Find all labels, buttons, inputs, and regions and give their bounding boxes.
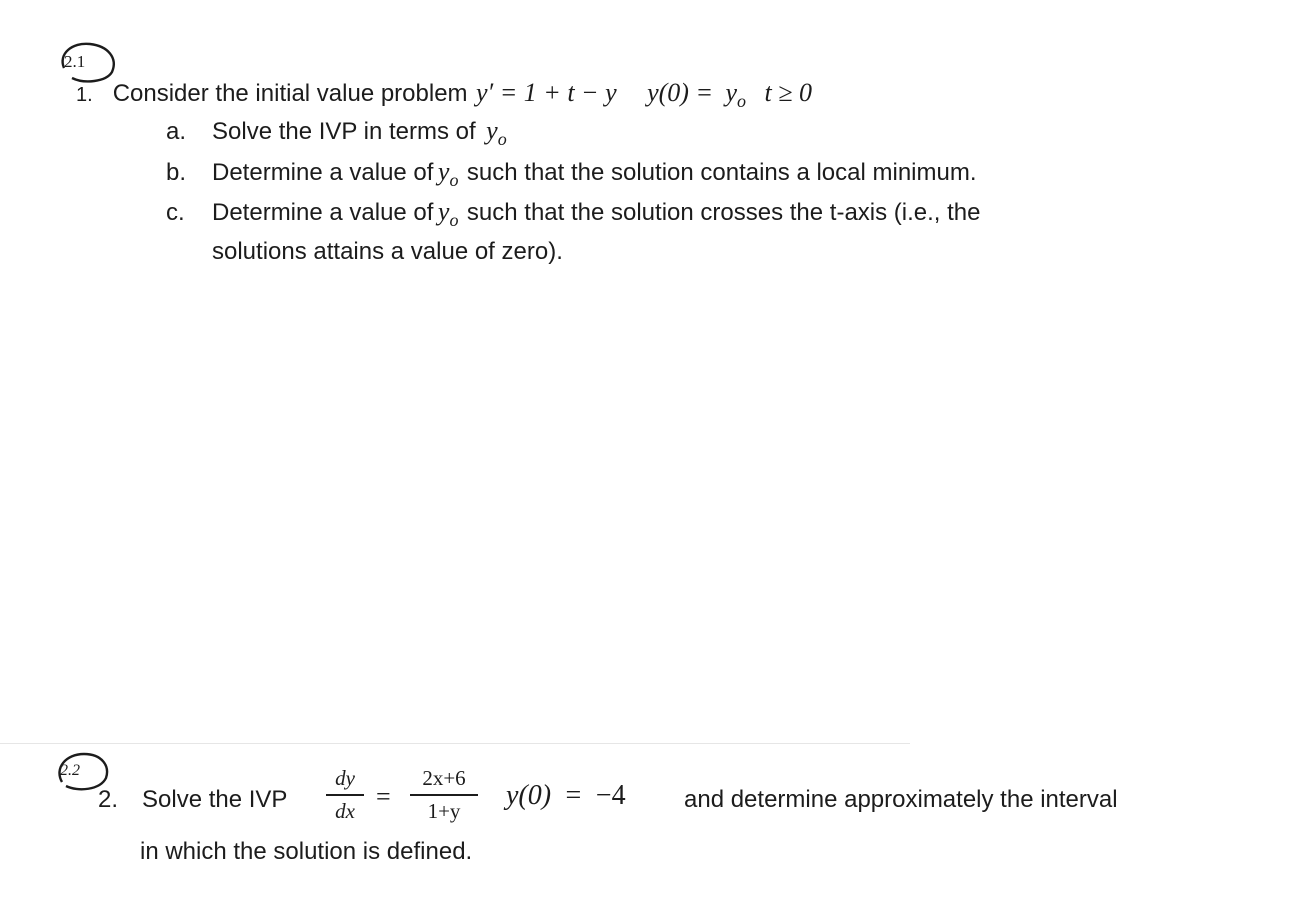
fraction-dx: dx	[335, 799, 355, 823]
part-b-label: b.	[166, 159, 187, 186]
fraction-1-plus-y: 1+y	[427, 799, 461, 823]
fraction-2x-plus-6: 2x+6	[422, 766, 466, 790]
problem-1-domain: t ≥ 0	[764, 78, 812, 107]
part-b-var: $y_o$	[437, 157, 459, 190]
part-c-var: $y_o$	[437, 197, 459, 230]
problem-1-statement	[76, 78, 812, 112]
margin-note-label-1: 2.1	[64, 52, 86, 71]
part-c-continuation: solutions attains a value of zero).	[212, 238, 563, 265]
problem-1-ic-var: $y_o$	[725, 78, 746, 111]
problem-1-part-b	[166, 157, 977, 191]
problem-1-number: 1.	[76, 84, 93, 106]
fraction-rhs	[410, 766, 478, 824]
fraction-dy: dy	[335, 766, 355, 790]
problem-1-ic-lhs: y(0) =	[647, 78, 713, 107]
problem-2-continuation: in which the solution is defined.	[140, 838, 473, 865]
part-c-text-after: such that the solution crosses the t-axis (i.e., the	[466, 199, 981, 226]
problem-2-ic-lhs: y(0)	[506, 780, 552, 811]
part-a-var: $y_o$	[486, 116, 507, 149]
fraction-bar-1	[326, 794, 364, 796]
margin-note-label-2: 2.2	[60, 762, 80, 779]
problem-2-intro: Solve the IVP	[142, 786, 288, 813]
problem-2-ic-equals: =	[565, 780, 582, 811]
part-b-text-after: such that the solution contains a local minimum.	[466, 159, 977, 186]
fraction-bar-2	[410, 794, 478, 796]
part-b-text-before: Determine a value of	[212, 159, 434, 186]
part-a-text: Solve the IVP in terms of	[212, 118, 476, 145]
page-divider	[0, 743, 910, 744]
problem-1-part-c	[166, 197, 981, 231]
problem-1-part-a	[166, 116, 507, 150]
problem-2-text-after: and determine approximately the interval	[684, 786, 1118, 813]
part-c-text-before: Determine a value of	[212, 199, 434, 226]
problem-1-equation: y′ = 1 + t − y	[476, 78, 617, 107]
part-c-label: c.	[166, 199, 185, 226]
fraction-dy-dx	[326, 766, 364, 824]
problem-2-number: 2.	[98, 786, 119, 813]
problem-2-ic-value: −4	[595, 780, 626, 811]
problem-1-intro: Consider the initial value problem	[112, 80, 468, 107]
problem-2-ic	[506, 780, 626, 812]
problem-2-equals: =	[376, 782, 391, 811]
part-a-label: a.	[166, 118, 187, 145]
